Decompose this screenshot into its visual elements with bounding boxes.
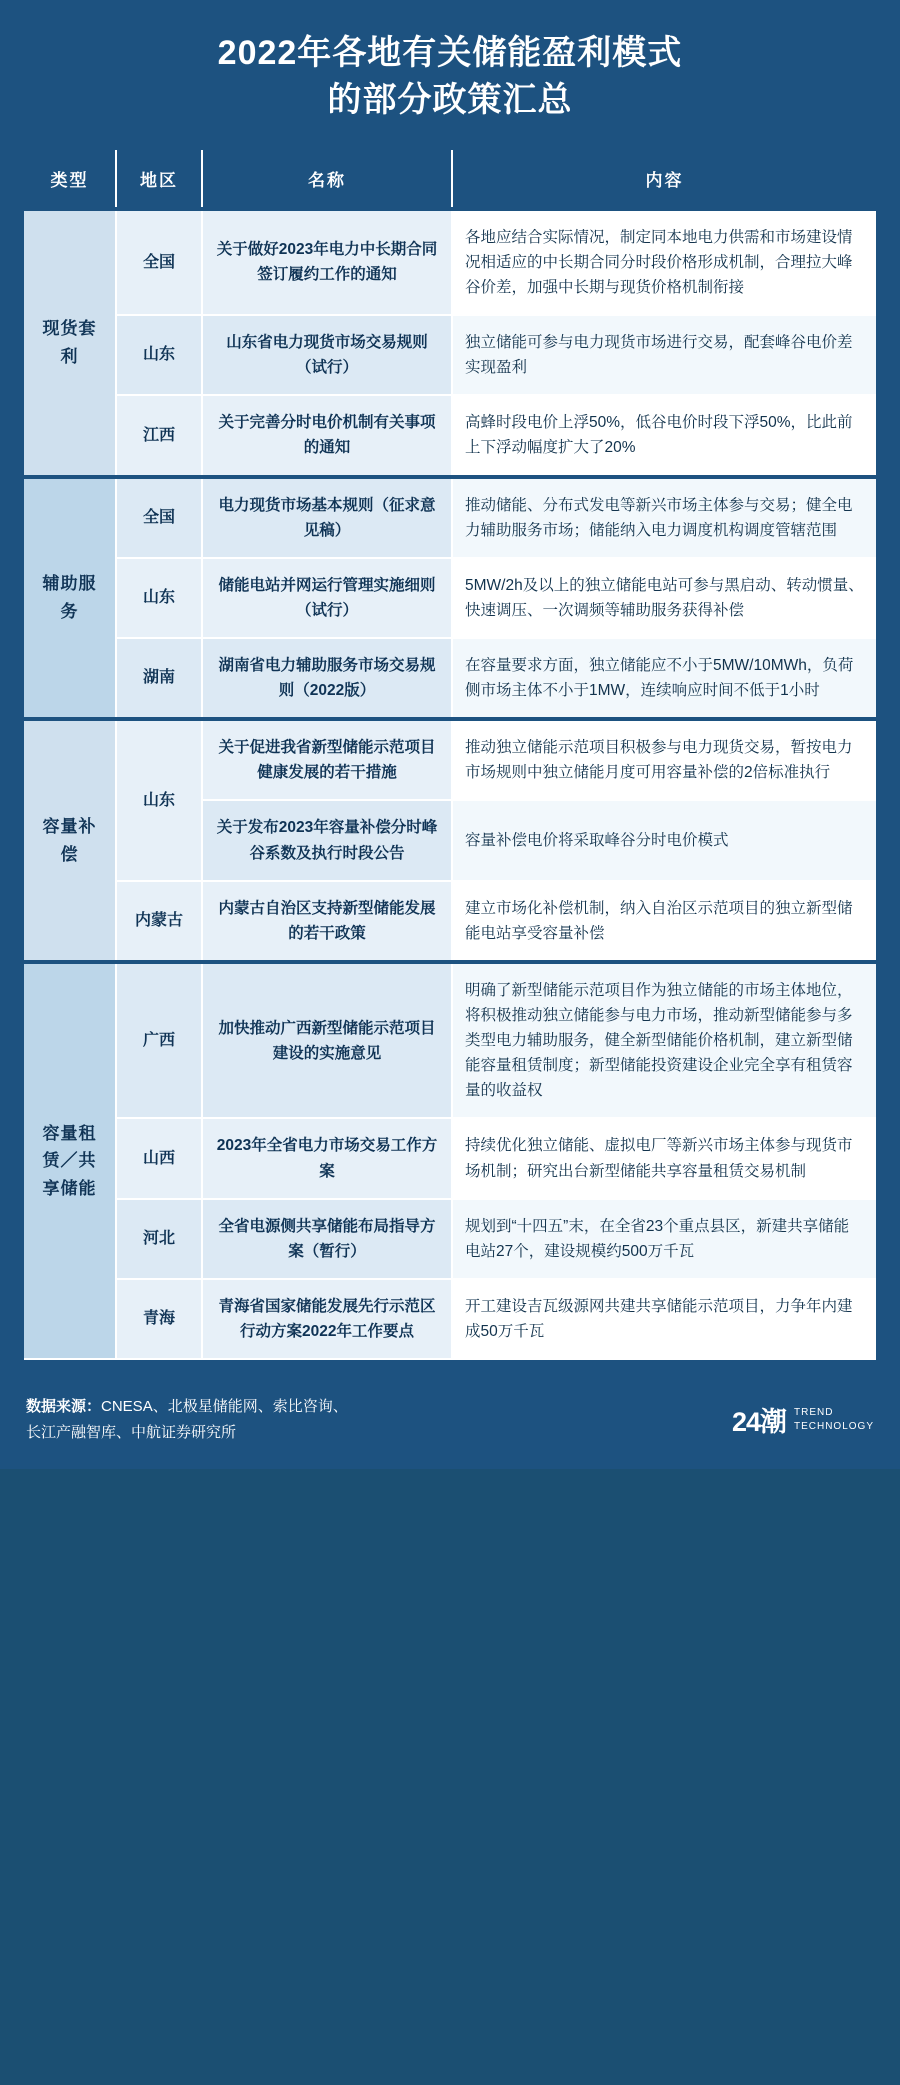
data-source-line-2: 长江产融智库、中航证券研究所 <box>26 1423 237 1441</box>
row-policy-name: 2023年全省电力市场交易工作方案 <box>202 1118 452 1198</box>
column-header-region: 地区 <box>116 150 202 209</box>
page-header <box>0 0 900 150</box>
row-content: 建立市场化补偿机制，纳入自治区示范项目的独立新型储能电站享受容量补偿 <box>452 881 876 962</box>
row-content: 推动独立储能示范项目积极参与电力现货交易，暂按电力市场规则中独立储能月度可用容量补偿的2倍标准执行 <box>452 719 876 800</box>
table-row <box>24 1199 876 1279</box>
table-row <box>24 395 876 476</box>
row-region: 湖南 <box>116 638 202 719</box>
brand-logo <box>732 1400 874 1439</box>
data-source-line-1: CNESA、北极星储能网、索比咨询、 <box>101 1398 348 1416</box>
brand-mark-text: 24潮 <box>731 1407 786 1438</box>
page-footer <box>0 1372 900 1469</box>
data-source-label: 数据来源： <box>26 1398 102 1416</box>
row-policy-name: 关于促进我省新型储能示范项目健康发展的若干措施 <box>202 719 452 800</box>
row-region: 山西 <box>116 1118 202 1198</box>
row-content: 推动储能、分布式发电等新兴市场主体参与交易；健全电力辅助服务市场；储能纳入电力调度机构调度管辖范围 <box>452 477 876 558</box>
row-policy-name: 湖南省电力辅助服务市场交易规则（2022版） <box>202 638 452 719</box>
row-region: 青海 <box>116 1279 202 1359</box>
table-row <box>24 558 876 638</box>
table-row <box>24 881 876 962</box>
policy-table <box>24 150 876 1360</box>
group-label-capacity-compensation: 容量补偿 <box>24 719 116 962</box>
data-source-block <box>26 1394 348 1445</box>
brand-subtitle <box>794 1406 874 1433</box>
row-region: 内蒙古 <box>116 881 202 962</box>
row-content: 独立储能可参与电力现货市场进行交易，配套峰谷电价差实现盈利 <box>452 315 876 395</box>
row-region: 全国 <box>116 477 202 558</box>
table-row <box>24 209 876 315</box>
table-row <box>24 315 876 395</box>
row-policy-name: 加快推动广西新型储能示范项目建设的实施意见 <box>202 962 452 1119</box>
row-content: 5MW/2h及以上的独立储能电站可参与黑启动、转动惯量、快速调压、一次调频等辅助服务获得补偿 <box>452 558 876 638</box>
page-title-line-2: 的部分政策汇总 <box>327 80 573 119</box>
row-policy-name: 内蒙古自治区支持新型储能发展的若干政策 <box>202 881 452 962</box>
footer-spacer <box>0 1360 900 1372</box>
row-content: 高蜂时段电价上浮50%，低谷电价时段下浮50%，比此前上下浮动幅度扩大了20% <box>452 395 876 476</box>
row-policy-name: 关于完善分时电价机制有关事项的通知 <box>202 395 452 476</box>
row-policy-name: 储能电站并网运行管理实施细则（试行） <box>202 558 452 638</box>
row-policy-name: 全省电源侧共享储能布局指导方案（暂行） <box>202 1199 452 1279</box>
row-region: 广西 <box>116 962 202 1119</box>
row-content: 在容量要求方面，独立储能应不小于5MW/10MWh，负荷侧市场主体不小于1MW，连续响应时间不低于1小时 <box>452 638 876 719</box>
column-header-name: 名称 <box>202 150 452 209</box>
row-region: 河北 <box>116 1199 202 1279</box>
row-content: 开工建设吉瓦级源网共建共享储能示范项目，力争年内建成50万千瓦 <box>452 1279 876 1359</box>
table-row <box>24 1279 876 1359</box>
row-content: 规划到“十四五”末，在全省23个重点县区，新建共享储能电站27个，建设规模约500万千瓦 <box>452 1199 876 1279</box>
row-policy-name: 青海省国家储能发展先行示范区行动方案2022年工作要点 <box>202 1279 452 1359</box>
policy-table-container <box>0 150 900 1360</box>
group-label-spot-arbitrage: 现货套利 <box>24 209 116 477</box>
table-row <box>24 477 876 558</box>
table-row <box>24 1118 876 1198</box>
column-header-content: 内容 <box>452 150 876 209</box>
row-policy-name: 电力现货市场基本规则（征求意见稿） <box>202 477 452 558</box>
row-content: 容量补偿电价将采取峰谷分时电价模式 <box>452 800 876 880</box>
row-region: 全国 <box>116 209 202 315</box>
row-content: 明确了新型储能示范项目作为独立储能的市场主体地位，将积极推动独立储能参与电力市场，推动新型储能参与多类型电力辅助服务，健全新型储能价格机制，建立新型储能容量租赁制度；新型储能投资建设企业完全享有租赁容量的收益权 <box>452 962 876 1119</box>
group-label-ancillary-services: 辅助服务 <box>24 477 116 720</box>
column-header-type: 类型 <box>24 150 116 209</box>
table-row <box>24 638 876 719</box>
page-title-line-1: 2022年各地有关储能盈利模式 <box>217 34 683 72</box>
row-region: 山东 <box>116 719 202 880</box>
row-policy-name: 山东省电力现货市场交易规则（试行） <box>202 315 452 395</box>
row-region: 山东 <box>116 315 202 395</box>
row-content: 各地应结合实际情况，制定同本地电力供需和市场建设情况相适应的中长期合同分时段价格形成机制，合理拉大峰谷价差，加强中长期与现货价格机制衔接 <box>452 209 876 315</box>
group-label-capacity-leasing: 容量租赁／共享储能 <box>24 962 116 1359</box>
row-policy-name: 关于做好2023年电力中长期合同签订履约工作的通知 <box>202 209 452 315</box>
table-row <box>24 962 876 1119</box>
table-header-row <box>24 150 876 209</box>
row-region: 江西 <box>116 395 202 476</box>
row-content: 持续优化独立储能、虚拟电厂等新兴市场主体参与现货市场机制；研究出台新型储能共享容量租赁交易机制 <box>452 1118 876 1198</box>
row-policy-name: 关于发布2023年容量补偿分时峰谷系数及执行时段公告 <box>202 800 452 880</box>
row-region: 山东 <box>116 558 202 638</box>
brand-sub-line-2: TECHNOLOGY <box>793 1420 874 1432</box>
table-row <box>24 719 876 800</box>
brand-sub-line-1: TREND <box>793 1407 834 1419</box>
